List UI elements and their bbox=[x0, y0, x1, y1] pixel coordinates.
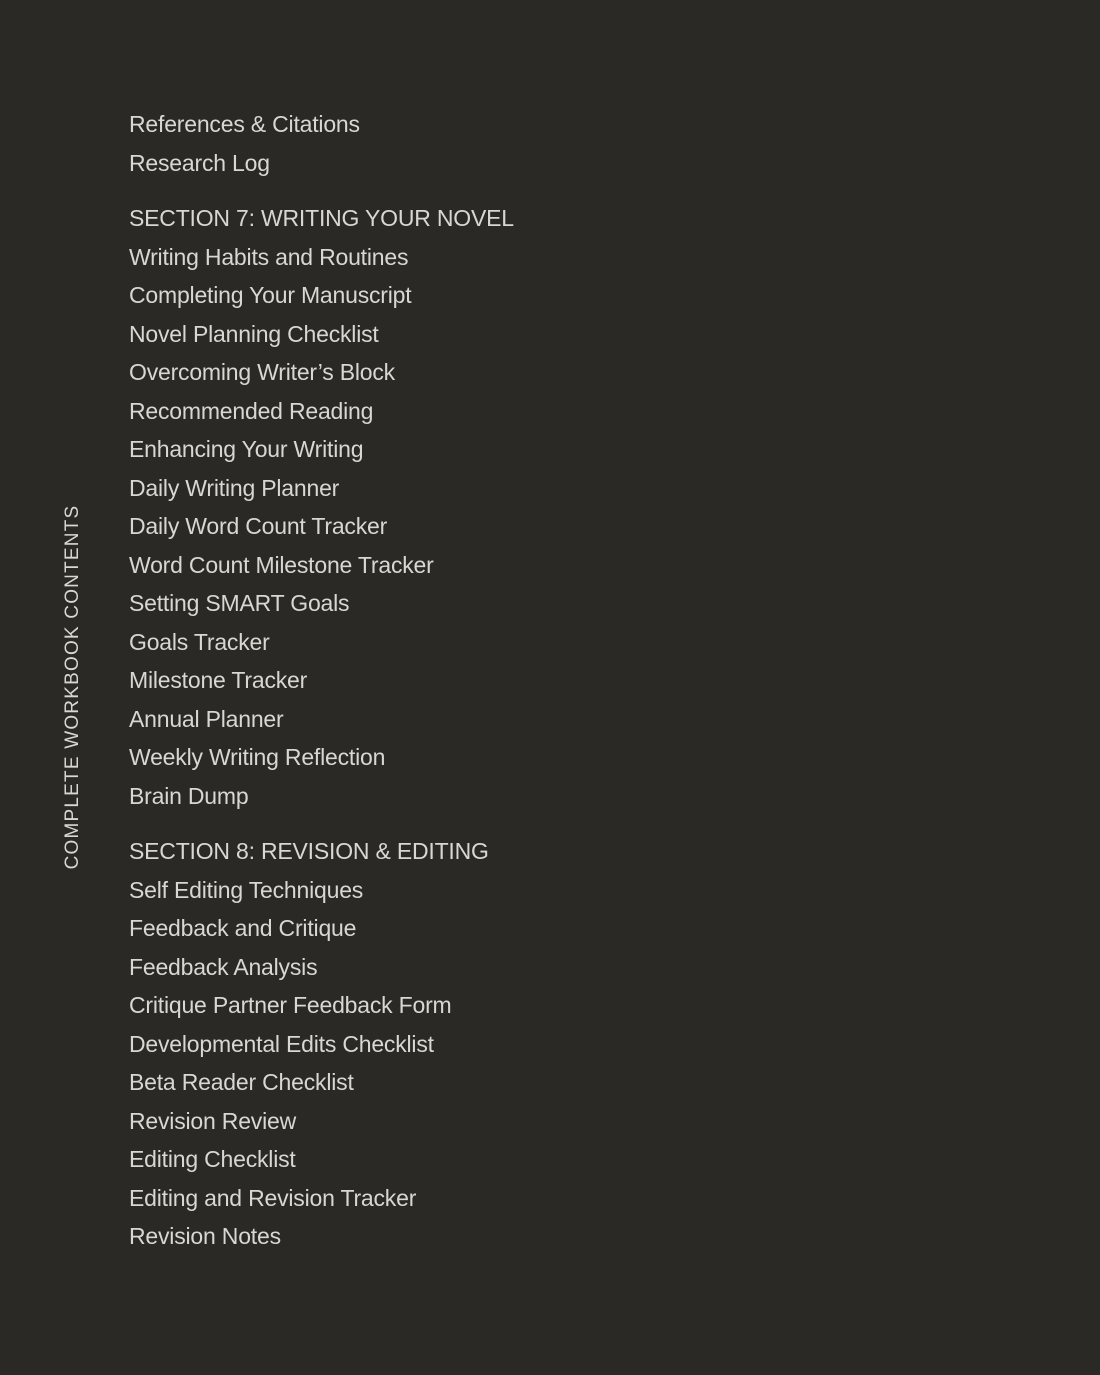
table-of-contents bbox=[129, 105, 514, 1256]
toc-item: Enhancing Your Writing bbox=[129, 436, 364, 462]
toc-item: Brain Dump bbox=[129, 782, 249, 809]
toc-item: Weekly Writing Reflection bbox=[129, 744, 386, 770]
toc-group bbox=[129, 832, 514, 1256]
toc-item: Novel Planning Checklist bbox=[129, 320, 379, 347]
toc-item: Milestone Tracker bbox=[129, 667, 308, 693]
toc-item: Setting SMART Goals bbox=[129, 590, 350, 616]
vertical-page-label: COMPLETE WORKBOOK CONTENTS bbox=[62, 504, 83, 870]
toc-item: Annual Planner bbox=[129, 705, 284, 732]
toc-item: Self Editing Techniques bbox=[129, 876, 364, 903]
toc-item: Word Count Milestone Tracker bbox=[129, 551, 434, 578]
section-heading: SECTION 7: WRITING YOUR NOVEL bbox=[129, 205, 514, 231]
toc-group bbox=[129, 199, 514, 815]
toc-item: Developmental Edits Checklist bbox=[129, 1030, 434, 1057]
section-heading: SECTION 8: REVISION & EDITING bbox=[129, 838, 489, 864]
toc-item: Feedback Analysis bbox=[129, 953, 318, 980]
toc-item: Revision Notes bbox=[129, 1223, 281, 1249]
toc-item: Writing Habits and Routines bbox=[129, 243, 409, 270]
toc-item: Beta Reader Checklist bbox=[129, 1069, 354, 1095]
toc-item: Critique Partner Feedback Form bbox=[129, 992, 452, 1018]
toc-item: Revision Review bbox=[129, 1107, 297, 1134]
toc-group bbox=[129, 105, 514, 182]
toc-item: Overcoming Writer’s Block bbox=[129, 359, 395, 385]
toc-item: Daily Word Count Tracker bbox=[129, 513, 388, 539]
toc-item: Editing Checklist bbox=[129, 1146, 296, 1172]
toc-item: References & Citations bbox=[129, 111, 360, 137]
toc-item: Editing and Revision Tracker bbox=[129, 1184, 417, 1211]
toc-item: Research Log bbox=[129, 149, 270, 176]
toc-item: Completing Your Manuscript bbox=[129, 282, 412, 308]
toc-item: Daily Writing Planner bbox=[129, 474, 340, 501]
toc-item: Feedback and Critique bbox=[129, 915, 357, 941]
toc-item: Goals Tracker bbox=[129, 628, 270, 655]
toc-item: Recommended Reading bbox=[129, 397, 374, 424]
